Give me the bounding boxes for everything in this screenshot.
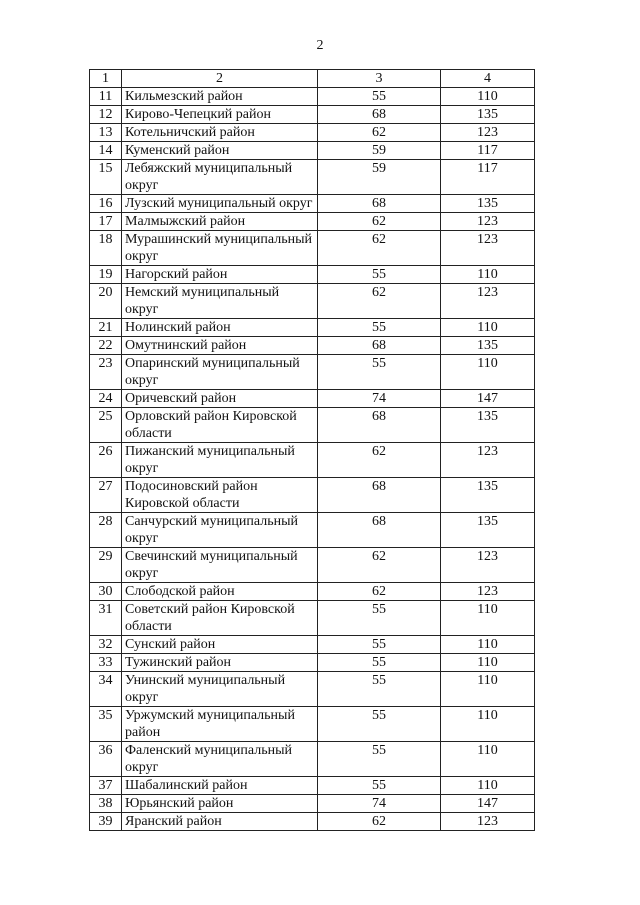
row-number: 11 [90, 88, 122, 106]
value-col-3: 55 [318, 266, 441, 284]
value-col-4: 123 [441, 213, 535, 231]
table-row [90, 124, 535, 142]
row-number: 20 [90, 284, 122, 319]
district-name: Куменский район [122, 142, 318, 160]
value-col-4: 110 [441, 742, 535, 777]
table-row [90, 231, 535, 266]
value-col-3: 62 [318, 443, 441, 478]
value-col-3: 68 [318, 106, 441, 124]
header-col-2: 2 [122, 70, 318, 88]
district-name: Лебяжский муниципальный округ [122, 160, 318, 195]
row-number: 14 [90, 142, 122, 160]
value-col-3: 55 [318, 654, 441, 672]
row-number: 17 [90, 213, 122, 231]
row-number: 31 [90, 601, 122, 636]
value-col-3: 62 [318, 548, 441, 583]
district-name: Кильмезский район [122, 88, 318, 106]
row-number: 24 [90, 390, 122, 408]
value-col-4: 135 [441, 478, 535, 513]
value-col-4: 147 [441, 390, 535, 408]
value-col-4: 110 [441, 777, 535, 795]
value-col-3: 74 [318, 390, 441, 408]
value-col-4: 110 [441, 654, 535, 672]
value-col-3: 62 [318, 231, 441, 266]
table-row [90, 443, 535, 478]
district-name: Нолинский район [122, 319, 318, 337]
table-row [90, 213, 535, 231]
table-row [90, 548, 535, 583]
district-name: Унинский муниципальный округ [122, 672, 318, 707]
value-col-4: 123 [441, 813, 535, 831]
district-name: Орловский район Кировской области [122, 408, 318, 443]
value-col-3: 68 [318, 337, 441, 355]
value-col-4: 123 [441, 583, 535, 601]
table-row [90, 513, 535, 548]
value-col-3: 62 [318, 124, 441, 142]
district-name: Уржумский муниципальный район [122, 707, 318, 742]
table-row [90, 742, 535, 777]
value-col-4: 135 [441, 337, 535, 355]
district-name: Яранский район [122, 813, 318, 831]
table-row [90, 408, 535, 443]
district-name: Слободской район [122, 583, 318, 601]
value-col-4: 110 [441, 601, 535, 636]
value-col-4: 110 [441, 319, 535, 337]
value-col-3: 62 [318, 583, 441, 601]
header-col-3: 3 [318, 70, 441, 88]
row-number: 21 [90, 319, 122, 337]
row-number: 30 [90, 583, 122, 601]
header-col-1: 1 [90, 70, 122, 88]
value-col-4: 110 [441, 672, 535, 707]
value-col-3: 62 [318, 213, 441, 231]
district-name: Нагорский район [122, 266, 318, 284]
row-number: 38 [90, 795, 122, 813]
district-name: Малмыжский район [122, 213, 318, 231]
district-name: Немский муниципальный округ [122, 284, 318, 319]
row-number: 18 [90, 231, 122, 266]
value-col-4: 110 [441, 355, 535, 390]
value-col-4: 110 [441, 88, 535, 106]
value-col-3: 55 [318, 88, 441, 106]
district-name: Советский район Кировской области [122, 601, 318, 636]
table-row [90, 390, 535, 408]
row-number: 25 [90, 408, 122, 443]
value-col-3: 55 [318, 672, 441, 707]
row-number: 39 [90, 813, 122, 831]
row-number: 23 [90, 355, 122, 390]
district-name: Опаринский муниципальный округ [122, 355, 318, 390]
district-name: Омутнинский район [122, 337, 318, 355]
row-number: 34 [90, 672, 122, 707]
table-row [90, 142, 535, 160]
district-name: Кирово-Чепецкий район [122, 106, 318, 124]
table-row [90, 601, 535, 636]
value-col-4: 123 [441, 443, 535, 478]
district-name: Подосиновский район Кировской области [122, 478, 318, 513]
table-row [90, 654, 535, 672]
value-col-3: 55 [318, 355, 441, 390]
row-number: 13 [90, 124, 122, 142]
table-row [90, 88, 535, 106]
district-name: Оричевский район [122, 390, 318, 408]
table-row [90, 266, 535, 284]
row-number: 33 [90, 654, 122, 672]
table-row [90, 707, 535, 742]
district-name: Шабалинский район [122, 777, 318, 795]
value-col-4: 147 [441, 795, 535, 813]
value-col-3: 68 [318, 195, 441, 213]
value-col-4: 123 [441, 124, 535, 142]
value-col-4: 123 [441, 231, 535, 266]
value-col-4: 123 [441, 548, 535, 583]
district-name: Пижанский муниципальный округ [122, 443, 318, 478]
row-number: 32 [90, 636, 122, 654]
district-name: Лузский муниципальный округ [122, 195, 318, 213]
row-number: 37 [90, 777, 122, 795]
district-name: Сунский район [122, 636, 318, 654]
district-name: Юрьянский район [122, 795, 318, 813]
value-col-3: 59 [318, 142, 441, 160]
table-row [90, 195, 535, 213]
page-number: 2 [316, 38, 324, 53]
table-row [90, 160, 535, 195]
district-name: Тужинский район [122, 654, 318, 672]
value-col-3: 55 [318, 636, 441, 654]
value-col-4: 117 [441, 142, 535, 160]
district-name: Мурашинский муниципальный округ [122, 231, 318, 266]
table-row [90, 777, 535, 795]
table-row [90, 355, 535, 390]
value-col-4: 110 [441, 636, 535, 654]
value-col-4: 110 [441, 266, 535, 284]
district-name: Фаленский муниципальный округ [122, 742, 318, 777]
value-col-4: 135 [441, 195, 535, 213]
table-row [90, 337, 535, 355]
table-body [90, 70, 535, 831]
row-number: 35 [90, 707, 122, 742]
value-col-3: 74 [318, 795, 441, 813]
value-col-4: 135 [441, 513, 535, 548]
district-name: Котельничский район [122, 124, 318, 142]
value-col-3: 55 [318, 742, 441, 777]
value-col-4: 117 [441, 160, 535, 195]
row-number: 36 [90, 742, 122, 777]
districts-table [89, 69, 535, 831]
value-col-4: 135 [441, 106, 535, 124]
value-col-4: 135 [441, 408, 535, 443]
row-number: 22 [90, 337, 122, 355]
value-col-3: 68 [318, 513, 441, 548]
table-row [90, 284, 535, 319]
row-number: 19 [90, 266, 122, 284]
value-col-3: 62 [318, 284, 441, 319]
table-row [90, 319, 535, 337]
row-number: 12 [90, 106, 122, 124]
table-row [90, 672, 535, 707]
value-col-3: 62 [318, 813, 441, 831]
table-row [90, 636, 535, 654]
row-number: 15 [90, 160, 122, 195]
value-col-3: 68 [318, 478, 441, 513]
row-number: 28 [90, 513, 122, 548]
value-col-3: 59 [318, 160, 441, 195]
row-number: 27 [90, 478, 122, 513]
header-col-4: 4 [441, 70, 535, 88]
table-row [90, 813, 535, 831]
value-col-3: 55 [318, 707, 441, 742]
value-col-3: 55 [318, 319, 441, 337]
district-name: Свечинский муниципальный округ [122, 548, 318, 583]
table-row [90, 795, 535, 813]
value-col-4: 123 [441, 284, 535, 319]
district-name: Санчурский муниципальный округ [122, 513, 318, 548]
value-col-3: 55 [318, 601, 441, 636]
row-number: 29 [90, 548, 122, 583]
value-col-3: 55 [318, 777, 441, 795]
table-row [90, 478, 535, 513]
value-col-3: 68 [318, 408, 441, 443]
value-col-4: 110 [441, 707, 535, 742]
table-row [90, 583, 535, 601]
table-row [90, 106, 535, 124]
table-header-row [90, 70, 535, 88]
row-number: 26 [90, 443, 122, 478]
row-number: 16 [90, 195, 122, 213]
